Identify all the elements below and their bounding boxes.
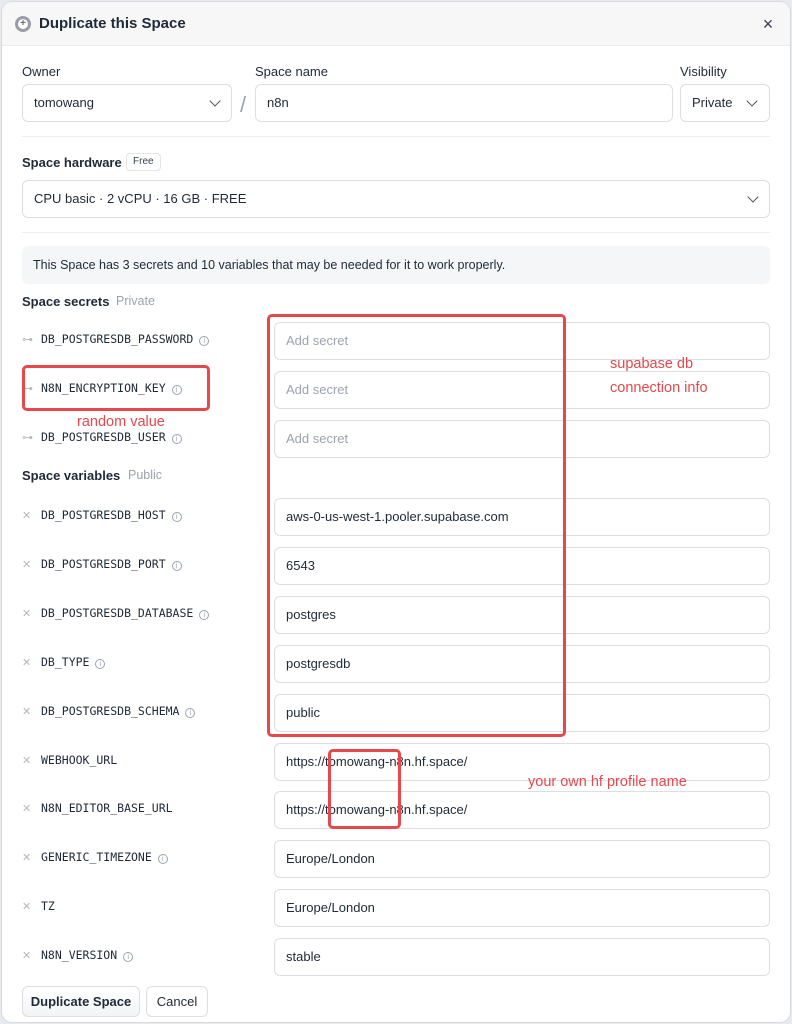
dialog-header xyxy=(2,2,790,46)
variable-key: ✕ N8N_EDITOR_BASE_URL xyxy=(22,798,173,818)
hardware-value: CPU basic · 2 vCPU · 16 GB · FREE xyxy=(34,191,247,206)
variable-key: ✕ WEBHOOK_URL xyxy=(22,750,117,770)
info-icon[interactable]: i xyxy=(172,561,182,571)
space-name-input[interactable] xyxy=(255,84,673,122)
info-icon[interactable]: i xyxy=(172,512,182,522)
duplicate-space-button[interactable]: Duplicate Space xyxy=(22,986,140,1017)
duplicate-space-dialog xyxy=(2,2,790,1022)
variable-input[interactable]: Europe/London xyxy=(274,840,770,878)
secret-input[interactable]: Add secret xyxy=(274,420,770,458)
divider xyxy=(22,136,770,137)
variable-key: ✕ DB_POSTGRESDB_PORT i xyxy=(22,554,182,574)
secret-key-db-postgresdb-password: ⊶ DB_POSTGRESDB_PASSWORD i xyxy=(22,329,209,349)
variable-icon: ✕ xyxy=(22,558,32,571)
visibility-label: Visibility xyxy=(680,64,727,79)
duplicate-icon xyxy=(15,16,31,32)
hardware-label: Space hardware xyxy=(22,155,122,170)
variables-subtitle: Public xyxy=(128,468,163,482)
chevron-down-icon xyxy=(747,191,758,202)
variable-input[interactable]: Europe/London xyxy=(274,889,770,927)
variable-key: ✕ DB_TYPE i xyxy=(22,652,105,672)
variable-icon: ✕ xyxy=(22,705,32,718)
annotation-supabase-line1: supabase db xyxy=(610,356,694,372)
hardware-badge: Free xyxy=(126,153,161,171)
secret-input[interactable]: Add secret xyxy=(274,322,770,360)
secrets-title: Space secrets xyxy=(22,294,110,309)
dialog-title: Duplicate this Space xyxy=(39,15,186,32)
annotation-box-encryption-key xyxy=(22,365,210,411)
info-icon[interactable]: i xyxy=(123,952,133,962)
variable-key: ✕ TZ xyxy=(22,896,55,916)
variable-input[interactable]: aws-0-us-west-1.pooler.supabase.com xyxy=(274,498,770,536)
variable-icon: ✕ xyxy=(22,754,32,767)
secrets-notice: This Space has 3 secrets and 10 variables that may be needed for it to work properly. xyxy=(22,246,770,284)
divider xyxy=(22,232,770,233)
variable-icon: ✕ xyxy=(22,509,32,522)
info-icon[interactable]: i xyxy=(199,336,209,346)
info-icon[interactable]: i xyxy=(172,385,182,395)
variable-icon: ✕ xyxy=(22,607,32,620)
variable-input[interactable]: https://tomowang-n8n.hf.space/ xyxy=(274,791,770,829)
space-name-label: Space name xyxy=(255,64,328,79)
chevron-down-icon xyxy=(746,95,757,106)
secret-key-n8n-encryption-key: ⊶ N8N_ENCRYPTION_KEY i xyxy=(22,378,182,398)
info-icon[interactable]: i xyxy=(199,610,209,620)
variable-input[interactable]: postgresdb xyxy=(274,645,770,683)
annotation-random-value: random value xyxy=(77,414,165,430)
owner-name-separator: / xyxy=(240,92,247,117)
secrets-subtitle: Private xyxy=(116,294,155,308)
variable-icon: ✕ xyxy=(22,949,32,962)
chevron-down-icon xyxy=(209,95,220,106)
info-icon[interactable]: i xyxy=(185,708,195,718)
variable-icon: ✕ xyxy=(22,851,32,864)
space-name-value: n8n xyxy=(267,95,289,110)
variable-input[interactable]: https://tomowang-n8n.hf.space/ xyxy=(274,743,770,781)
owner-select[interactable] xyxy=(22,84,232,122)
visibility-select[interactable] xyxy=(680,84,770,122)
variable-input[interactable]: stable xyxy=(274,938,770,976)
owner-label: Owner xyxy=(22,64,61,79)
variable-key: ✕ DB_POSTGRESDB_HOST i xyxy=(22,505,182,525)
info-icon[interactable]: i xyxy=(95,659,105,669)
variable-key: ✕ N8N_VERSION i xyxy=(22,945,133,965)
annotation-box-db-fields xyxy=(267,314,566,737)
hardware-select[interactable] xyxy=(22,180,770,218)
variable-key: ✕ GENERIC_TIMEZONE i xyxy=(22,847,168,867)
variable-key: ✕ DB_POSTGRESDB_SCHEMA i xyxy=(22,701,195,721)
owner-value: tomowang xyxy=(34,95,94,110)
close-icon[interactable]: × xyxy=(762,14,774,34)
annotation-supabase-line2: connection info xyxy=(610,380,708,396)
variables-title: Space variables xyxy=(22,468,121,483)
variable-input[interactable]: 6543 xyxy=(274,547,770,585)
variable-icon: ✕ xyxy=(22,656,32,669)
variable-icon: ✕ xyxy=(22,802,32,815)
key-icon: ⊶ xyxy=(22,431,33,444)
variable-input[interactable]: postgres xyxy=(274,596,770,634)
secret-key-db-postgresdb-user: ⊶ DB_POSTGRESDB_USER i xyxy=(22,427,182,447)
cancel-button[interactable]: Cancel xyxy=(146,986,208,1017)
key-icon: ⊶ xyxy=(22,333,33,346)
visibility-value: Private xyxy=(692,95,733,110)
annotation-profile-name: your own hf profile name xyxy=(528,774,687,790)
variable-icon: ✕ xyxy=(22,900,32,913)
info-icon[interactable]: i xyxy=(158,854,168,864)
variable-key: ✕ DB_POSTGRESDB_DATABASE i xyxy=(22,603,209,623)
key-icon: ⊶ xyxy=(22,382,33,395)
secret-input[interactable]: Add secret xyxy=(274,371,770,409)
annotation-box-profile-name xyxy=(328,749,401,829)
info-icon[interactable]: i xyxy=(172,434,182,444)
variable-input[interactable]: public xyxy=(274,694,770,732)
